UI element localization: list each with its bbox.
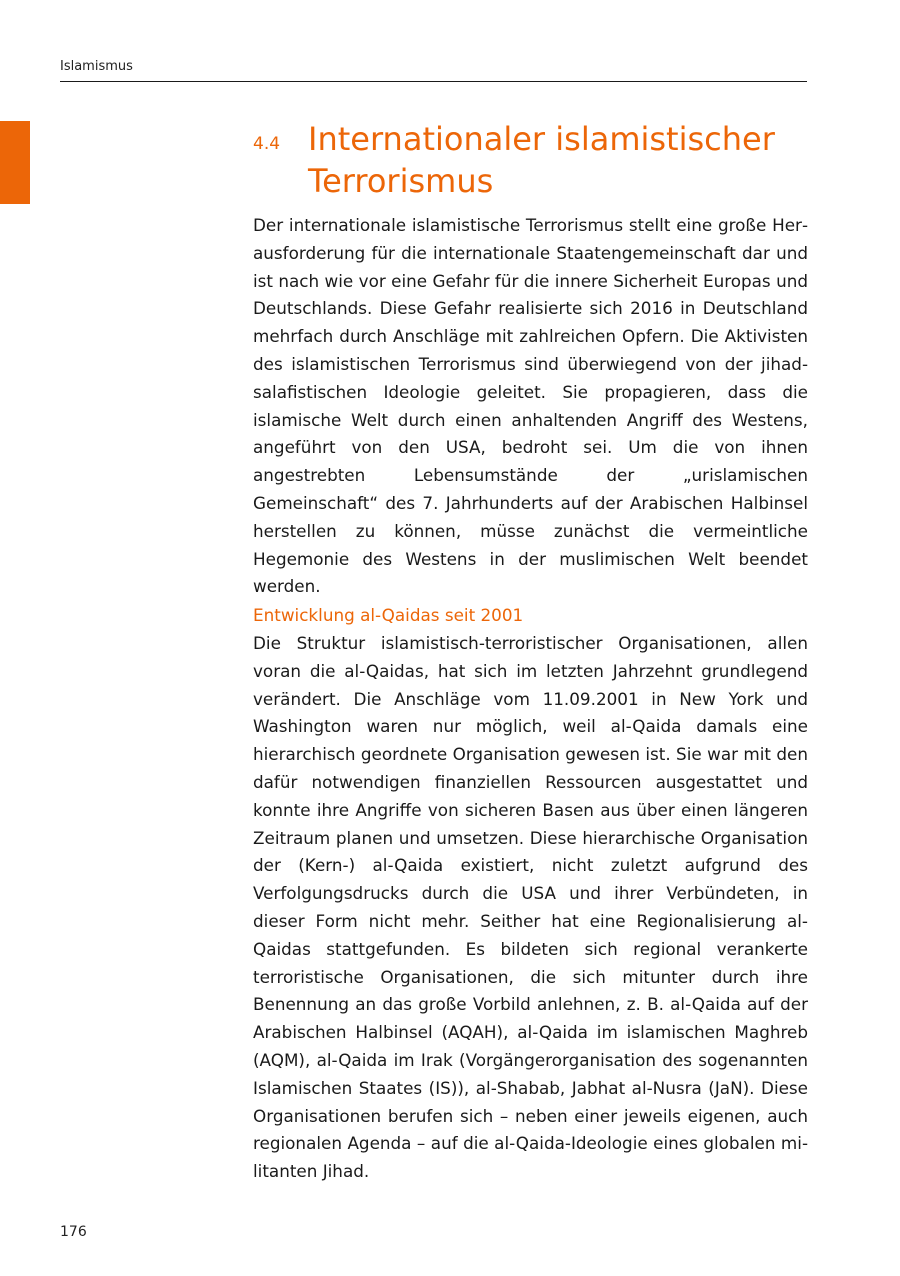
chapter-number: 4.4 <box>253 134 281 154</box>
running-header: Islamismus <box>60 59 133 74</box>
chapter-title: Internationaler islamistischer Terrorismus <box>308 120 775 200</box>
section-subheading: Entwicklung al-Qaidas seit 2001 <box>253 605 524 625</box>
page-number: 176 <box>60 1224 87 1240</box>
body-paragraph: Die Struktur islamistisch-terroristischer Organisationen, allen voran die al-Qaidas, hat sich im letzten Jahrzehnt grundlegend verändert. Die Anschläge vom 11.09.2001 in New York und Washington waren nur möglich, weil al-Qaida damals eine hierarchisch geordnete Organisation gewesen ist. Sie war mit den dafür notwendigen finanziellen Ressourcen ausgestattet und konnte ihre Angriffe von sicheren Basen aus über einen längeren Zeitraum planen und umsetzen. Diese hierarchische Organisation der (Kern-) al-Qaida existiert, nicht zuletzt aufgrund des Verfolgungsdrucks durch die USA und ihrer Verbündeten, in dieser Form nicht mehr. Seither hat eine Regionalisierung al-Qaidas stattgefunden. Es bildeten sich regional verankerte terroristische Organisationen, die sich mitunter durch ihre Benennung an das große Vorbild anlehnen, z. B. al-Qaida auf der Arabischen Halbinsel (AQAH), al-Qaida im islamischen Maghreb (AQM), al-Qaida im Irak (Vorgängerorganisation des sogenannten Islamischen Staates (IS)), al-Shabab, Jabhat al-Nusra (JaN). Diese Organisationen berufen sich – neben einer jeweils eigenen, auch regionalen Agenda – auf die al-Qaida-Ideologie eines globalen militanten Jihad. <box>253 633 808 1182</box>
intro-paragraph: Der internationale islamistische Terrorismus stellt eine große Herausforderung für die internationale Staatengemeinschaft dar und ist nach wie vor eine Gefahr für die innere Sicherheit Europas und Deutschlands. Diese Gefahr realisierte sich 2016 in Deutschland mehrfach durch Anschläge mit zahlreichen Opfern. Die Aktivisten des islamistischen Terrorismus sind überwiegend von der jihad-salafistischen Ideologie geleitet. Sie propagieren, dass die islamische Welt durch einen anhaltenden Angriff des Westens, angeführt von den USA, bedroht sei. Um die von ihnen angestrebten Lebensumstände der „urislamischen Gemeinschaft“ des 7. Jahrhunderts auf der Arabischen Halbinsel herstellen zu können, müsse zunächst die vermeintliche Hegemonie des Westens in der muslimischen Welt beendet werden. <box>253 215 808 597</box>
chapter-side-tab <box>0 121 30 204</box>
header-rule <box>60 81 807 82</box>
